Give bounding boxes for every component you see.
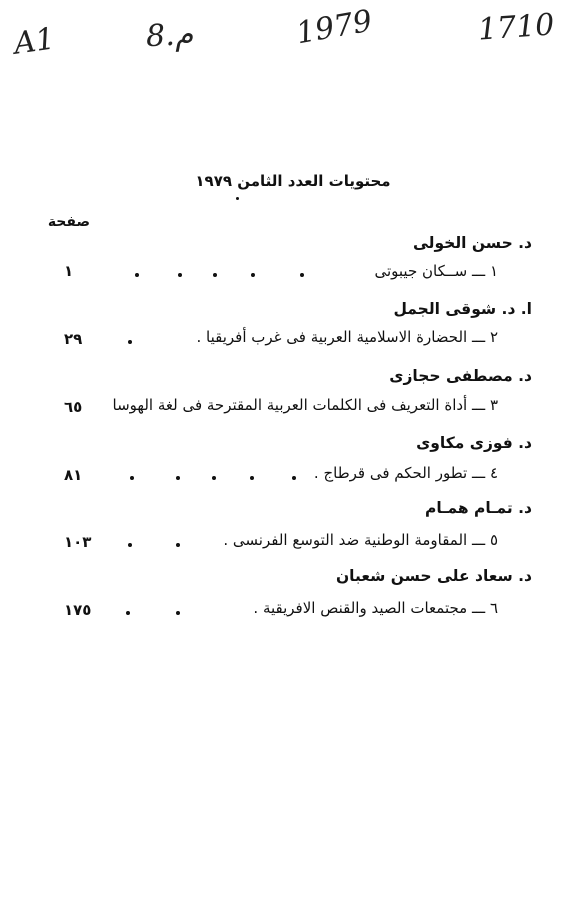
leader-dot [300,273,304,277]
handwritten-number: 1710 [476,7,556,48]
title-dot [236,197,239,200]
author-name: د. حسن الخولى [412,234,532,252]
leader-dot [176,476,180,480]
entry-page-number: ٨١ [64,466,83,484]
entry-title: ٥ ـــ المقاومة الوطنية ضد التوسع الفرنسى . [223,531,498,549]
leader-dot [250,476,254,480]
entry-page-number: ١ [64,262,74,280]
page-title: محتويات العدد الثامن ١٩٧٩ [195,172,391,190]
author-name: د. سعاد على حسن شعبان [335,567,532,585]
entry-page-number: ١٧٥ [64,601,92,619]
author-name: ا. د. شوقى الجمل [393,300,532,318]
leader-dot [213,273,217,277]
handwritten-a1: A1 [11,21,58,62]
entry-title: ١ ـــ ســكان جيبوتى [374,262,498,280]
author-name: د. تمـام همـام [425,499,532,517]
entry-page-number: ٢٩ [64,330,83,348]
handwritten-issue: 8.م [145,16,195,55]
entry-title: ٤ ـــ تطور الحكم فى قرطاج . [313,464,498,482]
handwritten-year: 1979 [293,3,375,52]
leader-dot [130,476,134,480]
entry-title: ٢ ـــ الحضارة الاسلامية العربية فى غرب أفريقيا . [196,328,498,346]
entry-title: ٦ ـــ مجتمعات الصيد والقنص الافريقية . [253,599,498,617]
leader-dot [251,273,255,277]
leader-dot [178,273,182,277]
entry-title: ٣ ـــ أداة التعريف فى الكلمات العربية المقترحة فى لغة الهوسا [112,396,498,414]
leader-dot [292,476,296,480]
author-name: د. فوزى مكاوى [416,434,532,452]
page-column-label: صفحة [47,214,90,230]
leader-dot [212,476,216,480]
leader-dot [135,273,139,277]
author-name: د. مصطفى حجازى [389,367,532,385]
leader-dot [128,340,132,344]
leader-dot [126,611,130,615]
leader-dot [128,543,132,547]
leader-dot [176,611,180,615]
entry-page-number: ١٠٣ [64,533,92,551]
leader-dot [176,543,180,547]
entry-page-number: ٦٥ [64,398,83,416]
